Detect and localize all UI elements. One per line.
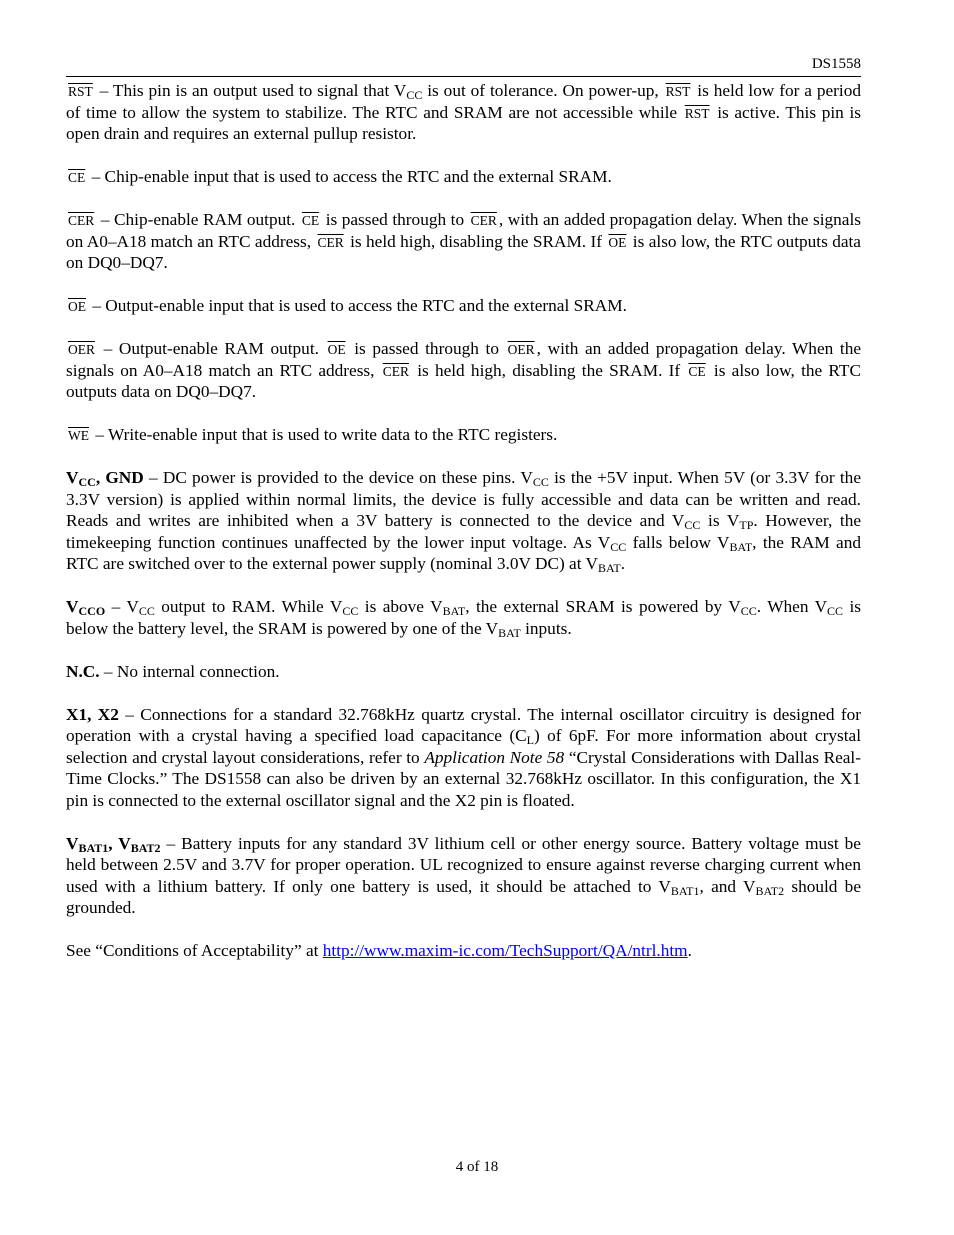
text: inputs. (520, 618, 572, 638)
subscript-cc: CC (138, 604, 155, 618)
text: output to RAM. While V (154, 597, 343, 616)
paragraph-vcco (66, 596, 861, 639)
text: – V (105, 597, 139, 616)
paragraph-ce (66, 166, 861, 188)
subscript-bat: BAT (729, 539, 753, 554)
paragraph-rst (66, 80, 861, 145)
text: – Write-enable input that is used to write data to the RTC registers. (91, 425, 558, 444)
subscript-bat: BAT (598, 561, 621, 575)
subscript-cc: CC (342, 604, 359, 618)
signal-cer: $\overline{CER}$ (68, 213, 95, 228)
signal-cer: $\overline{CER}$ (470, 213, 497, 228)
subscript-cc: CC (406, 88, 423, 102)
heading-subscript: CCO (78, 604, 106, 618)
signal-rst: $\overline{RST}$ (68, 84, 93, 99)
text: is passed through to (321, 210, 469, 229)
signal-rst: $\overline{RST}$ (684, 105, 710, 121)
text: – This pin is an output used to signal that V (94, 81, 407, 100)
subscript-cc: CC (532, 475, 549, 489)
text: – DC power is provided to the device on these pins. V (143, 468, 533, 487)
subscript-cc: CC (610, 539, 627, 554)
text: – Battery inputs for any standard 3V lithium cell or other energy source. Battery voltage must be held between 2.5V and 3.7V for proper operation. UL recognized to ensure against reverse charging current when used with a lithium battery. If only one battery is used, it should be attached to V (66, 833, 861, 896)
text: is passed through to (347, 339, 506, 358)
signal-ce: $\overline{CE}$ (68, 170, 86, 185)
text: is active. This pin is open drain and requires an external pullup resistor. (66, 102, 861, 143)
signal-oe: $\overline{OE}$ (608, 234, 627, 250)
text: . (620, 554, 626, 573)
paragraph-vcc-gnd (66, 467, 861, 575)
header-rule (66, 76, 861, 77)
text: falls below V (626, 532, 730, 552)
text: – Output-enable RAM output. (97, 339, 326, 358)
heading-letter: V (66, 468, 79, 487)
signal-oer: $\overline{OER}$ (68, 342, 95, 357)
pin-heading (66, 834, 161, 853)
text: . When V (756, 597, 828, 616)
page-number: 4 of 18 (455, 1159, 499, 1175)
text: is held high, disabling the SRAM. If (410, 360, 687, 380)
text: is the +5V input. When 5V (or 3.3V for the 3.3V version) is applied within normal limits, the device is fully accessible and data can be written and read. Reads and writes are inhibited when a 3V battery is connected to the device and V (66, 468, 861, 530)
text: , the RAM and RTC are switched over to the external power supply (nominal 3.0V DC) at V (66, 532, 861, 573)
heading-letter: V (66, 833, 79, 853)
heading-subscript: CC (78, 475, 96, 489)
text: is out of tolerance. On power-up, (422, 81, 664, 100)
text: – Chip-enable RAM output. (96, 210, 300, 229)
subscript-bat: BAT (442, 604, 466, 618)
text: , the external SRAM is powered by V (465, 597, 741, 616)
subscript-l: L (526, 733, 534, 747)
subscript-tp: TP (739, 518, 754, 532)
acceptability-link[interactable]: http://www.maxim-ic.com/TechSupport/QA/ntrl.htm (322, 941, 688, 960)
signal-ce: $\overline{CE}$ (688, 363, 706, 379)
text: is held high, disabling the SRAM. If (345, 231, 607, 251)
signal-ce: $\overline{CE}$ (301, 213, 320, 228)
text: is held low for a period of time to allow the system to stabilize. The RTC and SRAM are not accessible while (66, 81, 861, 122)
pin-heading: X1, X2 (66, 704, 119, 724)
text: is below the battery level, the SRAM is powered by one of the V (66, 597, 862, 638)
text: is also low, the RTC outputs data on DQ0–DQ7. (66, 231, 861, 272)
signal-cer: $\overline{CER}$ (382, 363, 409, 379)
text: is V (700, 511, 740, 530)
text: . However, the timekeeping function continues unaffected by the lower input voltage. As V (66, 511, 862, 552)
paragraph-we (66, 424, 861, 446)
text: – No internal connection. (99, 661, 280, 681)
subscript-cc: CC (827, 604, 844, 618)
paragraph-x1-x2 (66, 704, 861, 812)
app-note-title: Application Note 58 (424, 747, 565, 767)
heading-subscript: BAT1 (78, 840, 109, 855)
subscript-bat: BAT (498, 625, 521, 640)
text: “Crystal Considerations with Dallas Real-Time Clocks.” The DS1558 can also be driven by an external 32.768kHz oscillator. In this configuration, the X1 pin is connected to the external oscillator signal and the X2 pin is floated. (66, 747, 861, 810)
pin-heading (66, 597, 105, 616)
heading-rest: , GND (95, 468, 144, 487)
paragraph-oer (66, 338, 861, 403)
text: . (687, 941, 692, 960)
signal-we: $\overline{WE}$ (68, 428, 89, 443)
text: – Connections for a standard 32.768kHz quartz crystal. The internal oscillator circuitry is designed for operation with a crystal having a specified load capacitance (C (66, 704, 861, 745)
text: See “Conditions of Acceptability” at (66, 941, 323, 960)
heading-separator: , (108, 833, 119, 853)
heading-letter: V (118, 833, 131, 853)
text: is above V (358, 597, 443, 616)
signal-oer: $\overline{OER}$ (507, 342, 535, 357)
heading-subscript: BAT2 (130, 840, 161, 855)
page-body (66, 80, 861, 962)
text: should be grounded. (66, 876, 861, 917)
subscript-bat1: BAT1 (670, 883, 700, 898)
signal-oe: $\overline{OE}$ (327, 342, 346, 357)
paragraph-nc (66, 661, 861, 683)
text: ) of 6pF. For more information about crystal selection and crystal layout considerations, refer to (66, 726, 862, 767)
subscript-cc: CC (740, 604, 757, 618)
heading-letter: V (66, 597, 79, 616)
paragraph-cer (66, 209, 861, 274)
document-id: DS1558 (811, 56, 861, 72)
paragraph-vbat (66, 833, 861, 919)
signal-rst: $\overline{RST}$ (665, 84, 691, 99)
text: – Output-enable input that is used to access the RTC and the external SRAM. (88, 296, 627, 315)
text: – Chip-enable input that is used to access the RTC and the external SRAM. (87, 167, 612, 186)
text: , and V (699, 876, 756, 896)
pin-heading: N.C. (66, 661, 100, 681)
pin-heading (66, 468, 144, 487)
paragraph-oe (66, 295, 861, 317)
subscript-cc: CC (684, 518, 701, 532)
text: is also low, the RTC outputs data on DQ0–DQ7. (66, 360, 861, 401)
paragraph-see (66, 940, 861, 962)
signal-cer: $\overline{CER}$ (317, 234, 344, 250)
subscript-bat2: BAT2 (755, 883, 785, 898)
text: , with an added propagation delay. When the signals on A0–A18 match an RTC address, (66, 339, 862, 380)
signal-oe: $\overline{OE}$ (68, 299, 86, 314)
text: , with an added propagation delay. When the signals on A0–A18 match an RTC address, (66, 210, 861, 251)
